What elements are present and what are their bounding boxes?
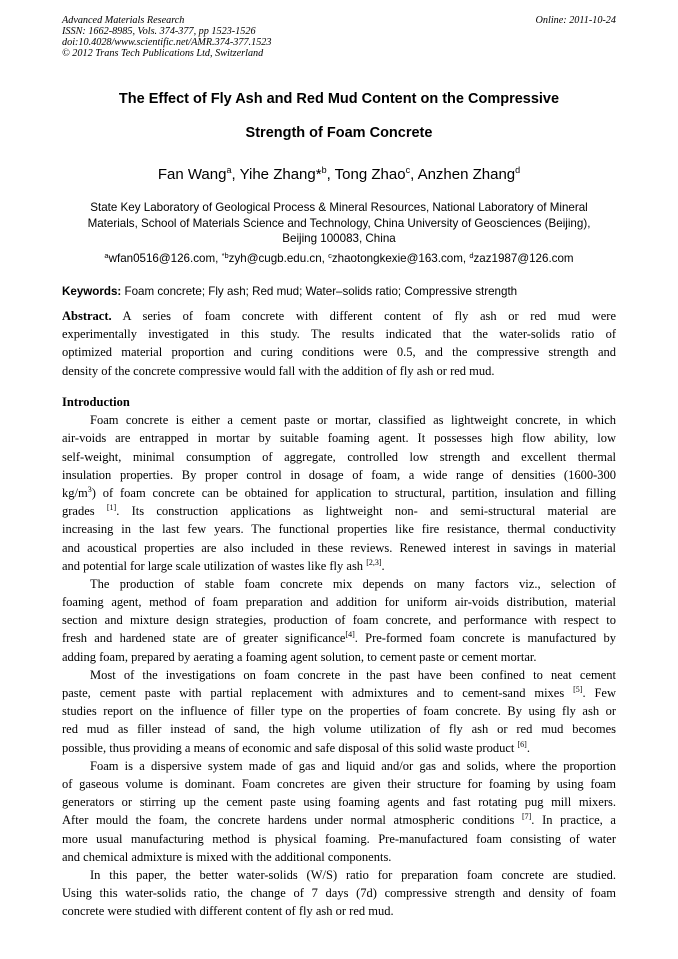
author-separator: , <box>410 166 418 183</box>
abstract-text: experimentally investigated in this study. The results indicated that the water-solids ratio of <box>62 327 616 342</box>
introduction-section <box>62 393 616 920</box>
paragraph-line <box>62 520 616 538</box>
paragraph-line <box>62 884 616 902</box>
citation: [4] <box>345 630 355 640</box>
line-text: red mud as filler instead of sand, the high volume utilization of fly ash or red mud becomes <box>62 722 616 737</box>
line-text: paste, cement paste with partial replacement with admixtures and to cement-sand mixes <box>62 686 574 700</box>
line-text: adding foam, prepared by aerating a foaming agent solution, to cement paste or cement mortar. <box>62 649 537 664</box>
line-text: . Its construction applications as lightweight non- and semi-structural material are <box>116 504 616 519</box>
line-text: self-weight, minimal consumption of aggregate, controlled low strength and excellent thermal <box>62 449 616 464</box>
paragraph-line <box>62 484 616 502</box>
email-separator: , <box>215 252 222 265</box>
citation: 3 <box>87 484 92 494</box>
email-address: zaz1987@126.com <box>473 252 574 265</box>
line-text: generators or stirring up the cement paste using foaming agents and fast rotating pug mill mixers. <box>62 795 616 810</box>
abstract-label: Abstract. <box>62 309 112 323</box>
line-text: increasing in the last few years. The functional properties like fire resistance, thermal conductivity <box>62 522 616 537</box>
email-mark: c <box>328 251 332 260</box>
journal-name: Advanced Materials Research <box>62 15 185 26</box>
email-address: zhaotongkexie@163.com <box>331 252 463 265</box>
email-address: zyh@cugb.edu.cn <box>228 252 322 265</box>
journal-issn: ISSN: 1662-8985, Vols. 374-377, pp 1523-1526 <box>62 26 256 37</box>
line-text: Using this water-solids ratio, the change of 7 days (7d) compressive strength and density of foam <box>62 886 616 901</box>
paragraph-line <box>62 593 616 611</box>
email-mark: a <box>104 251 109 260</box>
line-text: kg/m <box>62 485 88 500</box>
paragraph-line <box>62 575 616 593</box>
author-name: Tong Zhao <box>334 166 406 183</box>
journal-doi: doi:10.4028/www.scientific.net/AMR.374-377.1523 <box>62 37 272 48</box>
line-text: . Few <box>582 686 616 700</box>
paragraph-line <box>62 629 616 647</box>
online-date: Online: 2011-10-24 <box>535 15 616 26</box>
journal-header <box>62 15 616 59</box>
email-mark: *b <box>221 251 229 260</box>
citation: [7] <box>521 812 532 822</box>
line-text: more usual manufacturing method is physical foaming. Pre-manufactured foam consisting of water <box>62 831 616 846</box>
author-separator: , <box>231 166 240 183</box>
author-affiliation-mark: a <box>226 165 232 175</box>
line-text: and acoustical properties are also included in these reviews. Renewed interest in savings in material <box>62 540 616 555</box>
line-text: fresh and hardened state are of greater significance <box>62 631 346 646</box>
line-text: studies report on the influence of filler type on the properties of foam concrete. By using fly ash or <box>62 704 616 719</box>
line-text: . Pre-formed foam concrete is manufactured by <box>354 631 616 646</box>
line-text: section and mixture design strategies, production of foam concrete, and performance with respect to <box>62 613 616 628</box>
author-affiliation-mark: d <box>515 165 521 175</box>
paragraph-line <box>62 448 616 466</box>
keywords-label: Keywords: <box>62 285 122 298</box>
line-text: possible, thus providing a means of economic and safe disposal of this solid waste product <box>62 740 518 755</box>
paragraph-line <box>62 411 616 429</box>
paragraph-line <box>62 811 616 829</box>
author-name: Anzhen Zhang <box>417 166 516 183</box>
line-text: of gaseous volume is dominant. Foam concretes are given their structure for foaming by using foam <box>62 776 616 791</box>
line-text: . In practice, a <box>531 813 616 828</box>
line-text: concrete were studied with different content of fly ash or red mud. <box>62 904 394 919</box>
abstract <box>62 307 616 380</box>
abstract-text: A series of foam concrete with different content of fly ash or red mud were <box>111 309 616 323</box>
paragraph-line <box>62 866 616 884</box>
line-text: . <box>381 558 385 573</box>
paragraph-line <box>62 429 616 447</box>
keywords-text: Foam concrete; Fly ash; Red mud; Water–solids ratio; Compressive strength <box>121 285 518 298</box>
paragraph-line <box>62 466 616 484</box>
paper-title-line-2: Strength of Foam Concrete <box>245 125 433 141</box>
paragraph-line <box>62 757 616 775</box>
paragraph-line <box>62 739 616 757</box>
line-text: grades <box>62 504 107 519</box>
author-name: Fan Wang <box>157 166 227 183</box>
email-separator: , <box>462 252 470 265</box>
paragraph-line <box>62 557 616 575</box>
author-separator: , <box>326 166 335 183</box>
paragraph-line <box>62 502 616 520</box>
abstract-line <box>62 362 616 380</box>
paragraph-line <box>62 611 616 629</box>
paragraph-line <box>62 830 616 848</box>
affiliation-line: Materials, School of Materials Science and Technology, China University of Geosciences (Beijing), <box>87 216 591 230</box>
line-text: After mould the foam, the concrete hardens under normal atmospheric conditions <box>62 813 522 828</box>
line-text: Foam concrete is either a cement paste or mortar, classified as lightweight concrete, in which <box>90 413 616 428</box>
author-list <box>62 166 616 183</box>
paragraph-line <box>62 666 616 684</box>
keywords <box>62 285 616 298</box>
paragraph-line <box>62 902 616 920</box>
paragraph-line <box>62 539 616 557</box>
abstract-line <box>62 307 616 325</box>
email-mark: d <box>469 251 474 260</box>
abstract-line <box>62 325 616 343</box>
abstract-line <box>62 343 616 361</box>
paragraph-line <box>62 684 616 702</box>
affiliation-line: State Key Laboratory of Geological Process & Mineral Resources, National Laboratory of Mineral <box>90 201 588 214</box>
line-text: insulation properties. By proper control in dosage of foam, a wide range of densities (1600-300 <box>62 467 616 482</box>
section-heading: Introduction <box>62 395 130 409</box>
line-text: The production of stable foam concrete mix depends on many factors viz., selection of <box>90 576 616 591</box>
line-text: foaming agent, method of foam preparation and addition for uniform air-voids distribution, material <box>62 595 616 610</box>
email-list <box>62 252 616 265</box>
line-text: Foam is a dispersive system made of gas and liquid and/or gas and solids, where the proportion <box>90 758 616 773</box>
citation: [2,3] <box>366 557 382 567</box>
paragraph-line <box>62 720 616 738</box>
citation: [1] <box>106 503 117 513</box>
paragraph-line <box>62 648 616 666</box>
paper-title-line-1: The Effect of Fly Ash and Red Mud Content on the Compressive <box>118 91 560 107</box>
abstract-text: density of the concrete compressive would fall with the addition of fly ash or red mud. <box>62 363 495 378</box>
line-text: air-voids are entrapped in mortar by suitable foaming agent. It possesses high flow ability, low <box>62 431 616 446</box>
line-text: and potential for large scale utilization of wastes like fly ash <box>62 558 367 573</box>
affiliation-line: Beijing 100083, China <box>282 232 396 245</box>
line-text: . <box>526 740 530 755</box>
paragraph-line <box>62 793 616 811</box>
email-separator: , <box>321 252 329 265</box>
journal-info <box>62 15 616 59</box>
paragraph-line <box>62 775 616 793</box>
citation: [6] <box>517 739 527 749</box>
line-text: and chemical admixture is mixed with the additional components. <box>62 849 392 864</box>
affiliation <box>62 200 616 247</box>
abstract-text: optimized material proportion and curing conditions were 0.5, and the compressive strength and <box>62 345 616 360</box>
citation: [5] <box>573 685 583 694</box>
paragraph-line <box>62 848 616 866</box>
author-affiliation-mark: b <box>321 165 327 175</box>
line-text: ) of foam concrete can be obtained for application to structural, partition, insulation and filling <box>91 485 616 500</box>
author-name: Yihe Zhang* <box>239 166 322 183</box>
email-address: wfan0516@126.com <box>108 252 216 265</box>
line-text: In this paper, the better water-solids (W/S) ratio for preparation foam concrete are studied. <box>90 867 616 882</box>
line-text: Most of the investigations on foam concrete in the past have been confined to neat cement <box>90 667 616 682</box>
journal-copyright: © 2012 Trans Tech Publications Ltd, Switzerland <box>62 48 264 59</box>
paragraph-line <box>62 702 616 720</box>
author-affiliation-mark: c <box>405 165 411 175</box>
